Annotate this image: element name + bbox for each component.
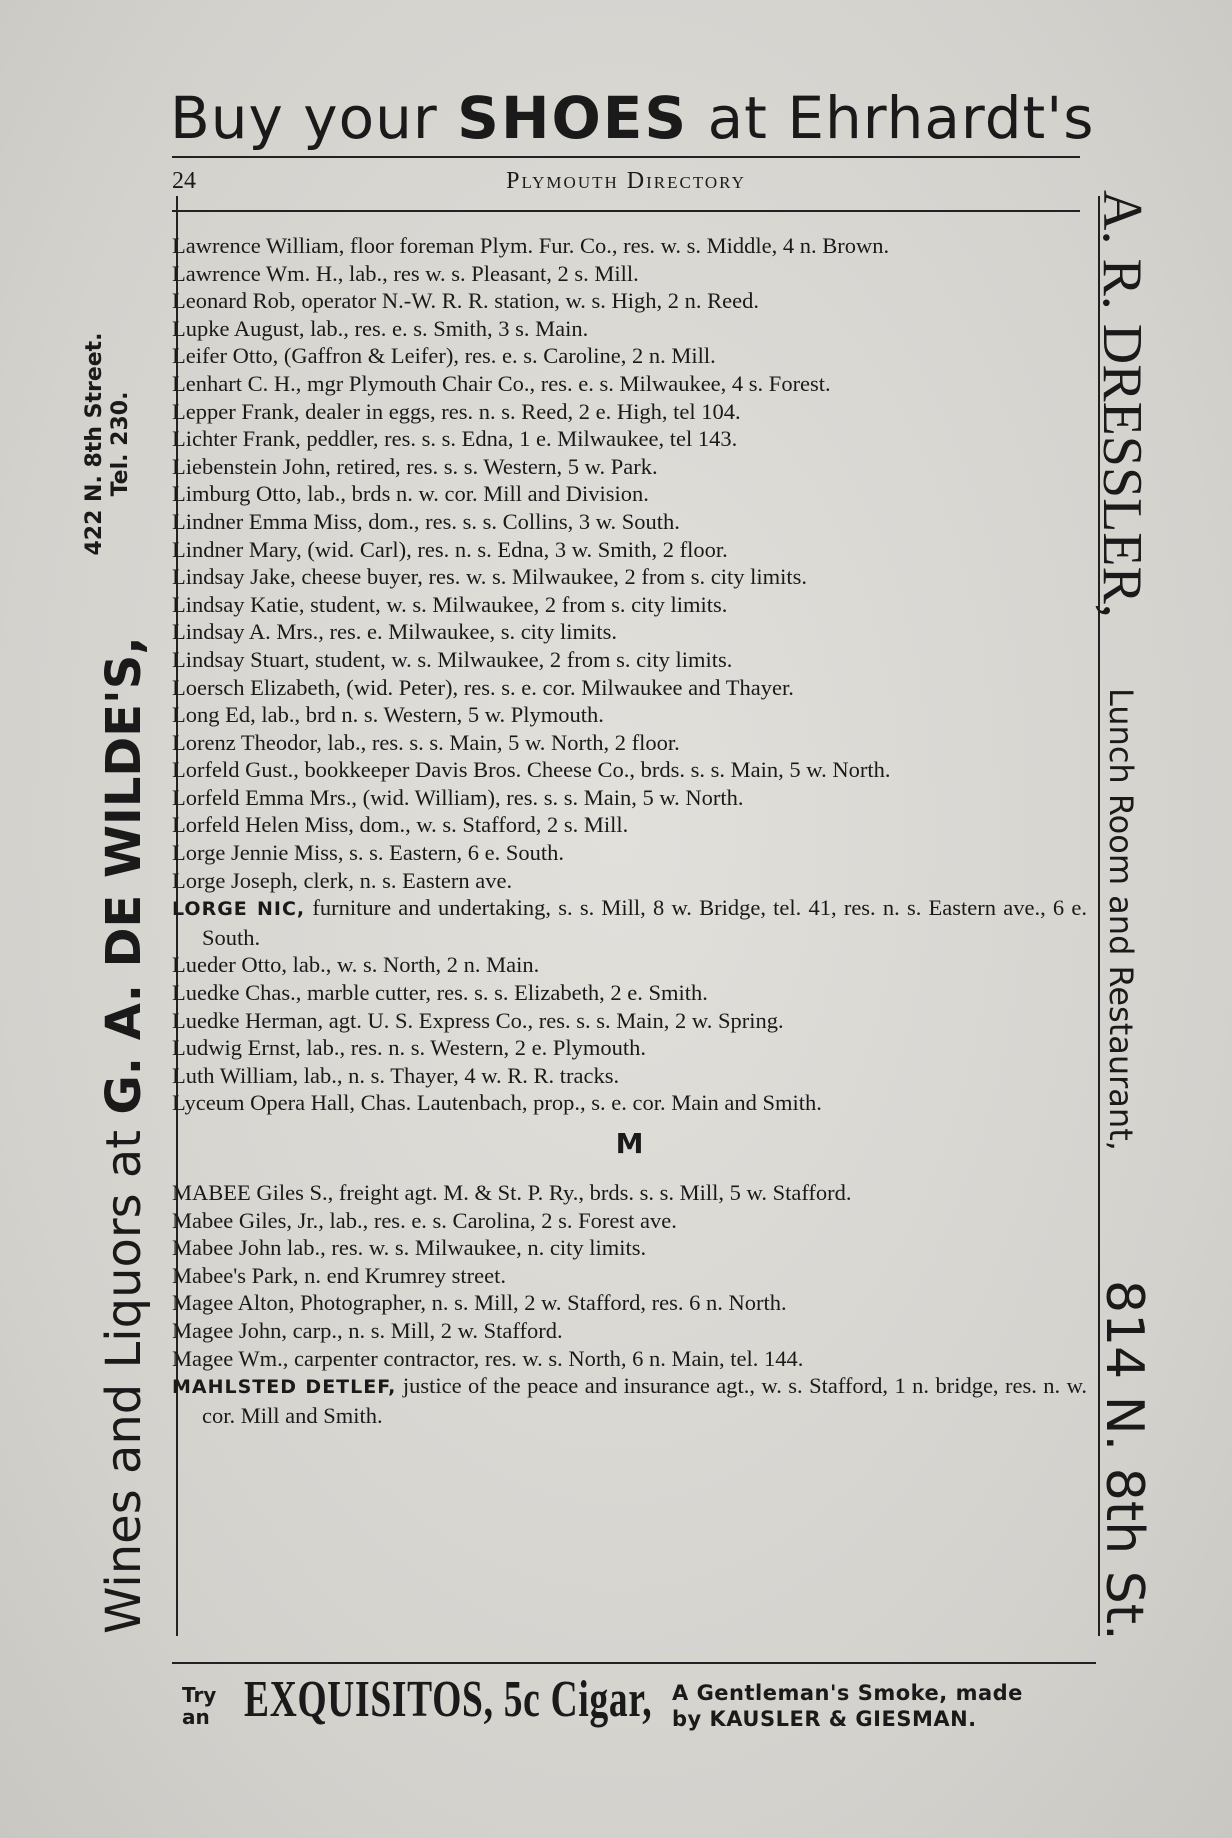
left-ad-lead: Wines and Liquors at	[96, 1114, 152, 1634]
directory-entry: Mabee John lab., res. w. s. Milwaukee, n. city limits.	[172, 1235, 647, 1261]
bottom-ad-tagline-1: A Gentleman's Smoke, made	[672, 1681, 1023, 1705]
right-advertisement	[1080, 190, 1160, 1641]
bottom-ad-brand: EXQUISITOS, 5c Cigar,	[244, 1671, 653, 1728]
page-number: 24	[172, 168, 196, 194]
directory-entry: Liebenstein John, retired, res. s. s. Western, 5 w. Park.	[172, 453, 658, 479]
page-title: Plymouth Directory	[506, 168, 746, 194]
bottom-ad-try-word: Try	[182, 1683, 217, 1707]
entry-mahlsted-name: MAHLSTED DETLEF,	[172, 1376, 397, 1399]
directory-entry: Lepper Frank, dealer in eggs, res. n. s. Reed, 2 e. High, tel 104.	[172, 398, 741, 424]
bottom-ad-try	[182, 1684, 216, 1728]
directory-entry: Lindsay Jake, cheese buyer, res. w. s. Milwaukee, 2 from s. city limits.	[172, 564, 807, 590]
directory-entry: Mabee Giles, Jr., lab., res. e. s. Carolina, 2 s. Forest ave.	[172, 1207, 677, 1233]
directory-entry: Lupke August, lab., res. e. s. Smith, 3 s. Main.	[172, 315, 589, 341]
left-ad-address: 422 N. 8th Street.	[82, 332, 107, 556]
left-advertisement	[82, 194, 162, 1634]
directory-entry: Loersch Elizabeth, (wid. Peter), res. s. e. cor. Milwaukee and Thayer.	[172, 674, 794, 700]
left-ad-name: G. A. DE WILDE'S,	[96, 636, 152, 1115]
directory-entry: Lindsay Katie, student, w. s. Milwaukee, 2 from s. city limits.	[172, 591, 728, 617]
directory-entry: Lorge Jennie Miss, s. s. Eastern, 6 e. South.	[172, 840, 565, 866]
left-ad-tel: Tel. 230.	[108, 391, 133, 497]
entry-lorge-nic-name: LORGE NIC,	[172, 898, 306, 921]
directory-entry: Luedke Herman, agt. U. S. Express Co., res. s. s. Main, 2 w. Spring.	[172, 1007, 784, 1033]
directory-entry: Lichter Frank, peddler, res. s. s. Edna, 1 e. Milwaukee, tel 143.	[172, 426, 738, 452]
directory-entry: Lueder Otto, lab., w. s. North, 2 n. Main.	[172, 952, 540, 978]
top-ad-post: at Ehrhardt's	[688, 84, 1095, 152]
directory-entry: Lorenz Theodor, lab., res. s. s. Main, 5 w. North, 2 floor.	[172, 729, 680, 755]
directory-entry: Long Ed, lab., brd n. s. Western, 5 w. Plymouth.	[172, 702, 604, 728]
right-ad-address: 814 N. 8th St.	[1094, 1280, 1154, 1641]
right-ad-business: Lunch Room and Restaurant,	[1098, 688, 1140, 1151]
entry-lorge-nic-rest: furniture and undertaking, s. s. Mill, 8 w. Bridge, tel. 41, res. n. s. Eastern ave., 6 e. South.	[202, 895, 1087, 950]
directory-entry: Mabee's Park, n. end Krumrey street.	[172, 1262, 506, 1288]
directory-entry: Lindner Emma Miss, dom., res. s. s. Collins, 3 w. South.	[172, 508, 680, 534]
directory-entry: Lawrence William, floor foreman Plym. Fur. Co., res. w. s. Middle, 4 n. Brown.	[172, 233, 890, 258]
directory-entry: Magee Alton, Photographer, n. s. Mill, 2 w. Stafford, res. 6 n. North.	[172, 1290, 787, 1316]
top-ad-product: SHOES	[457, 84, 689, 152]
bottom-ad-tagline	[672, 1680, 1023, 1732]
left-ad-main	[96, 636, 152, 1634]
directory-entry: Luth William, lab., n. s. Thayer, 4 w. R. R. tracks.	[172, 1062, 620, 1088]
bottom-rule	[172, 1662, 1096, 1664]
section-letter: M	[615, 1127, 644, 1160]
directory-entry: Lindner Mary, (wid. Carl), res. n. s. Edna, 3 w. Smith, 2 floor.	[172, 536, 728, 562]
directory-entry: Lorfeld Gust., bookkeeper Davis Bros. Cheese Co., brds. s. s. Main, 5 w. North.	[172, 757, 891, 783]
directory-entry: Lorfeld Emma Mrs., (wid. William), res. s. s. Main, 5 w. North.	[172, 784, 744, 810]
page-header	[172, 166, 1080, 206]
directory-entry: Limburg Otto, lab., brds n. w. cor. Mill and Division.	[172, 481, 649, 507]
directory-entry: Ludwig Ernst, lab., res. n. s. Western, 2 e. Plymouth.	[172, 1035, 646, 1061]
bottom-advertisement	[182, 1670, 1102, 1750]
directory-entry: Magee Wm., carpenter contractor, res. w. s. North, 6 n. Main, tel. 144.	[172, 1345, 804, 1371]
directory-entry: Luedke Chas., marble cutter, res. s. s. Elizabeth, 2 e. Smith.	[172, 980, 708, 1006]
entries-m	[172, 1179, 1087, 1372]
directory-entry: Lorge Joseph, clerk, n. s. Eastern ave.	[172, 867, 513, 893]
directory-entry: Lyceum Opera Hall, Chas. Lautenbach, prop., s. e. cor. Main and Smith.	[172, 1090, 822, 1116]
directory-entry: Lorfeld Helen Miss, dom., w. s. Stafford, 2 s. Mill.	[172, 812, 629, 838]
entry-lorge-nic	[172, 894, 1087, 951]
top-ad-pre: Buy your	[170, 84, 458, 152]
bottom-ad-an-word: an	[182, 1705, 210, 1729]
directory-entry: Magee John, carp., n. s. Mill, 2 w. Stafford.	[172, 1317, 563, 1343]
entry-mahlsted	[172, 1372, 1087, 1429]
header-rule	[172, 210, 1080, 212]
directory-entry: Lenhart C. H., mgr Plymouth Chair Co., res. e. s. Milwaukee, 4 s. Forest.	[172, 370, 831, 396]
left-ad-address-block	[82, 284, 134, 604]
entry-mahlsted-rest: justice of the peace and insurance agt., w. s. Stafford, 1 n. bridge, res. n. w. cor. Mill and Smith.	[202, 1373, 1088, 1428]
directory-entry: Lindsay A. Mrs., res. e. Milwaukee, s. city limits.	[172, 619, 617, 645]
top-advertisement	[170, 78, 1095, 158]
top-rule	[172, 156, 1080, 158]
directory-entry: Lindsay Stuart, student, w. s. Milwaukee, 2 from s. city limits.	[172, 646, 733, 672]
directory-entry: Lawrence Wm. H., lab., res w. s. Pleasant, 2 s. Mill.	[172, 260, 639, 286]
directory-entry: Leonard Rob, operator N.-W. R. R. station, w. s. High, 2 n. Reed.	[172, 288, 759, 314]
entries-l	[172, 232, 1087, 894]
directory-entry: MABEE Giles S., freight agt. M. & St. P. Ry., brds. s. s. Mill, 5 w. Stafford.	[172, 1180, 852, 1205]
directory-listing	[172, 232, 1087, 1429]
bottom-ad-tagline-2: by KAUSLER & GIESMAN.	[672, 1707, 977, 1731]
entries-l-continued	[172, 951, 1087, 1117]
directory-entry: Leifer Otto, (Gaffron & Leifer), res. e. s. Caroline, 2 n. Mill.	[172, 343, 716, 369]
right-ad-name: A. R. DRESSLER,	[1091, 190, 1153, 618]
